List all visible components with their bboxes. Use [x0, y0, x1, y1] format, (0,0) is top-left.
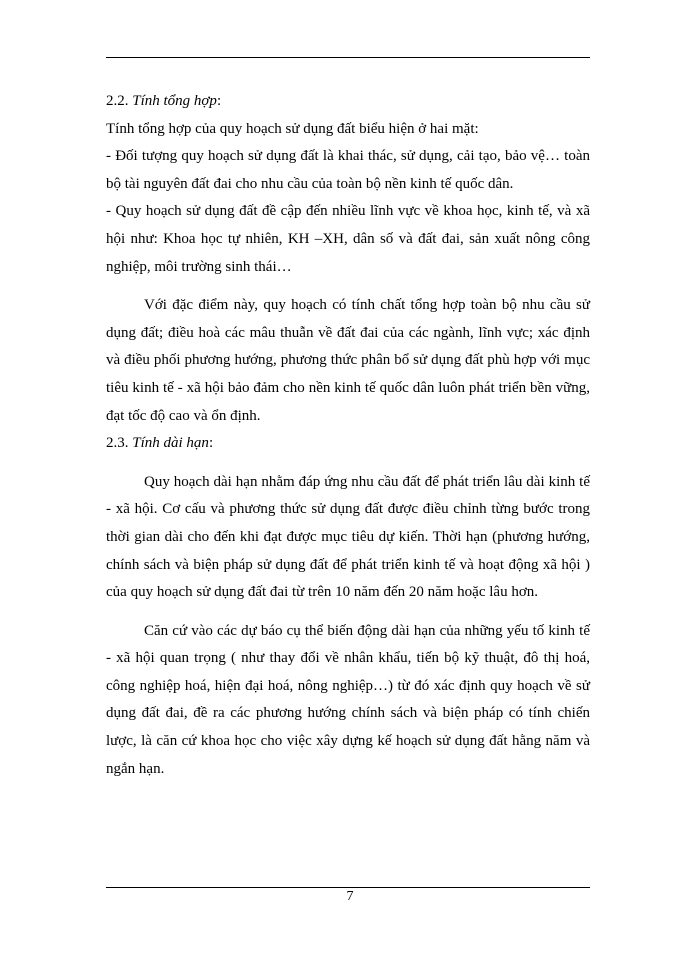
section-intro: Tính tổng hợp của quy hoạch sử dụng đất biểu hiện ở hai mặt: [106, 120, 479, 137]
section-title-suffix: : [216, 93, 222, 109]
body-paragraph: Quy hoạch dài hạn nhằm đáp ứng nhu cầu đất để phát triển lâu dài kinh tế - xã hội. Cơ cấu và phương thức sử dụng đất được điều chỉnh từng bước trong thời gian dài cho đến khi đạt được mục tiêu dự kiến. Thời hạn (phương hướng, chính sách và biện pháp sử dụng đất để phát triển kinh tế và hoạt động xã hội ) của quy hoạch sử dụng đất đai từ trên 10 năm đến 20 năm hoặc lâu hơn. [106, 473, 590, 601]
section-title: Tính dài hạn [132, 435, 209, 452]
section-number: 2.3. [106, 435, 129, 452]
section-heading-2-3 [106, 430, 590, 458]
section-title: Tính tổng hợp [132, 93, 217, 109]
bullet-item: - Đối tượng quy hoạch sử dụng đất là khai thác, sử dụng, cải tạo, bảo vệ… toàn bộ tài nguyên đất đai cho nhu cầu của toàn bộ nền kinh tế quốc dân. [106, 148, 590, 192]
footer-rule [106, 887, 590, 888]
document-body [106, 88, 590, 783]
header-rule [106, 57, 590, 58]
body-paragraph: Với đặc điểm này, quy hoạch có tính chất tổng hợp toàn bộ nhu cầu sử dụng đất; điều hoà các mâu thuẫn về đất đai của các ngành, lĩnh vực; xác định và điều phối phương hướng, phương thức phân bổ sử dụng đất phù hợp với mục tiêu kinh tế - xã hội bảo đảm cho nền kinh tế quốc dân luôn phát triển bền vững, đạt tốc độ cao và ổn định. [106, 297, 590, 424]
body-paragraph: Căn cứ vào các dự báo cụ thể biến động dài hạn của những yếu tố kinh tế - xã hội quan trọng ( như thay đổi về nhân khẩu, tiến bộ kỹ thuật, đô thị hoá, công nghiệp hoá, hiện đại hoá, nông nghiệp…) từ đó xác định quy hoạch về sử dụng đất đai, đề ra các phương hướng chính sách và biện pháp có tính chiến lược, là căn cứ khoa học cho việc xây dựng kế hoạch sử dụng đất hằng năm và ngắn hạn. [106, 622, 590, 777]
bullet-item: - Quy hoạch sử dụng đất đề cập đến nhiều lĩnh vực về khoa học, kinh tế, và xã hội như: Khoa học tự nhiên, KH –XH, dân số và đất đai, sản xuất nông công nghiệp, môi trường sinh thái… [106, 203, 590, 275]
section-heading-2-2 [106, 88, 590, 116]
section-title-suffix: : [208, 435, 214, 452]
page-number: 7 [346, 889, 354, 904]
section-number: 2.2. [106, 93, 129, 109]
